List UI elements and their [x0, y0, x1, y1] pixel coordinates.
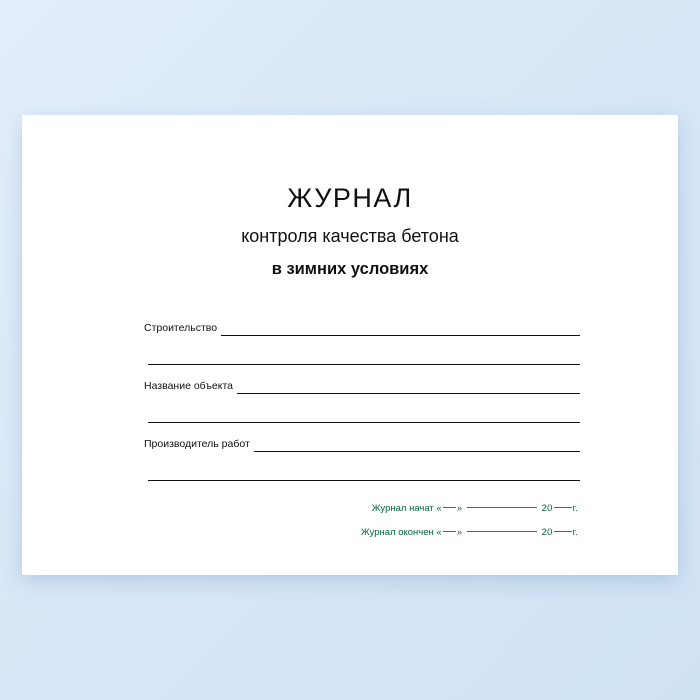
field-input-proizvoditel-rabot-line2[interactable]	[148, 466, 580, 481]
quote-close-finished: »	[456, 527, 463, 538]
field-input-proizvoditel-rabot[interactable]	[254, 437, 580, 452]
field-label-stroitelstvo: Строительство	[144, 322, 218, 334]
month-blank-started[interactable]	[467, 506, 537, 508]
fields-section	[22, 307, 678, 481]
year-prefix-finished: 20	[541, 527, 553, 538]
field-input-stroitelstvo-line2[interactable]	[148, 350, 580, 365]
field-row-proizvoditel-rabot	[22, 423, 678, 452]
quote-open-started: «	[436, 503, 442, 514]
field-row-nazvanie-obekta	[22, 365, 678, 394]
field-input-stroitelstvo[interactable]	[221, 321, 580, 336]
month-blank-finished[interactable]	[467, 530, 537, 532]
year-suffix-started: г.	[572, 503, 578, 514]
page-title: ЖУРНАЛ	[287, 183, 413, 213]
field-label-nazvanie-obekta: Название объекта	[144, 380, 233, 392]
year-prefix-started: 20	[541, 503, 553, 514]
footer-label-started: Журнал начат	[371, 503, 434, 514]
footer-label-finished: Журнал окончен	[360, 527, 434, 538]
field-input-nazvanie-obekta[interactable]	[237, 379, 580, 394]
field-row-stroitelstvo	[22, 307, 678, 336]
field-label-proizvoditel-rabot: Производитель работ	[144, 438, 250, 450]
page-subtitle-2: в зимних условиях	[271, 260, 429, 278]
year-suffix-finished: г.	[572, 527, 578, 538]
field-input-nazvanie-obekta-line2[interactable]	[148, 408, 580, 423]
page-subtitle-1: контроля качества бетона	[241, 226, 459, 246]
day-blank-finished[interactable]	[443, 530, 456, 532]
quote-close-started: »	[456, 503, 463, 514]
footer-row-finished	[22, 527, 578, 538]
year-blank-finished[interactable]	[554, 530, 572, 532]
field-row-proizvoditel-rabot-line2	[22, 452, 678, 481]
year-blank-started[interactable]	[554, 506, 572, 508]
quote-open-finished: «	[436, 527, 442, 538]
document-sheet	[22, 115, 678, 575]
title-block	[22, 115, 678, 279]
field-row-nazvanie-obekta-line2	[22, 394, 678, 423]
field-row-stroitelstvo-line2	[22, 336, 678, 365]
footer-row-started	[22, 503, 578, 514]
footer-dates	[22, 503, 678, 538]
day-blank-started[interactable]	[443, 506, 456, 508]
